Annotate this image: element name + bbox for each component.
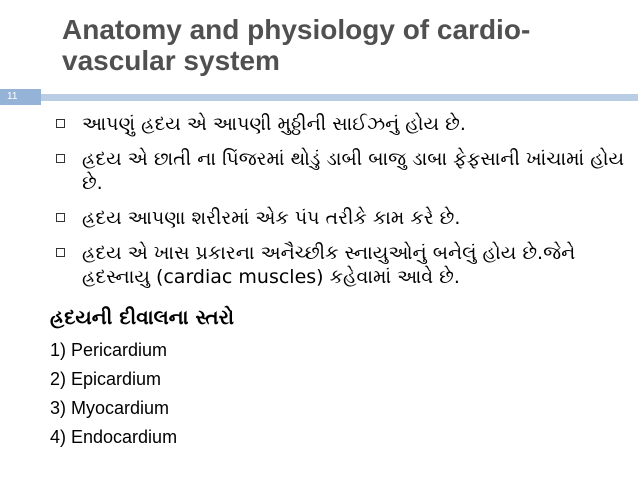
list-item: 4) Endocardium xyxy=(50,427,178,447)
bullet-text: હ્રદય એ ખાસ પ્રકારના અનૈચ્છીક સ્નાયુઓનું બનેલું હોય છે.જેને હ્રદસ્નાયુ (cardiac muscles) કહેવામાં આવે છે. xyxy=(82,242,576,288)
title-divider xyxy=(41,94,638,101)
bullet-item xyxy=(50,112,630,136)
square-bullet-icon xyxy=(56,248,65,257)
section-heading: હ્રદયની દીવાલના સ્તરો xyxy=(50,305,235,329)
bullet-text: હ્રદય આપણા શરીરમાં એક પંપ તરીકે કામ કરે છે. xyxy=(82,207,461,229)
page-number-badge xyxy=(0,89,41,105)
bullet-list xyxy=(50,112,630,300)
list-item: 3) Myocardium xyxy=(50,398,170,418)
bullet-item xyxy=(50,206,630,230)
square-bullet-icon xyxy=(56,154,65,163)
square-bullet-icon xyxy=(56,119,65,128)
page-number: 11 xyxy=(7,91,18,102)
bullet-text: આપણું હ્રદય એ આપણી મુઠ્ઠીની સાઈઝનું હોય છે. xyxy=(82,113,466,135)
bullet-item xyxy=(50,147,630,195)
heart-layers-list xyxy=(50,338,177,454)
list-item: 1) Pericardium xyxy=(50,340,168,360)
bullet-item xyxy=(50,241,630,289)
bullet-text: હ્રદય એ છાતી ના પિંજરમાં થોડું ડાબી બાજુ ડાબા ફેફસાની ખાંચામાં હોય છે. xyxy=(82,148,625,194)
square-bullet-icon xyxy=(56,213,65,222)
slide-title: Anatomy and physiology of cardio-vascular system xyxy=(62,14,531,76)
list-item: 2) Epicardium xyxy=(50,369,162,389)
